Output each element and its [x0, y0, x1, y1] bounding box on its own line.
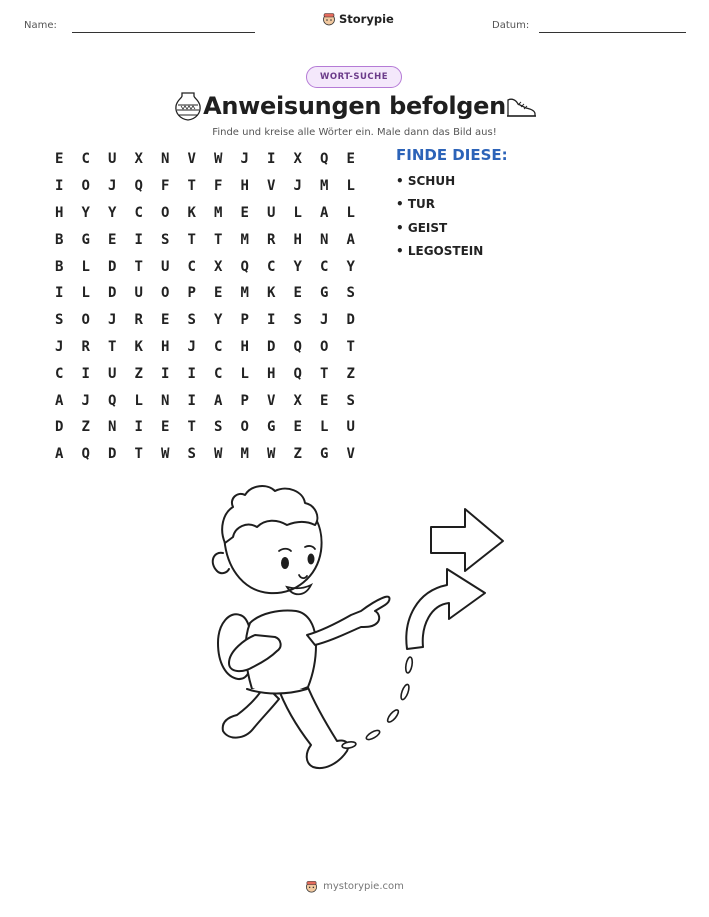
- grid-row: [46, 146, 364, 173]
- grid-letter[interactable]: D: [267, 338, 276, 355]
- grid-letter[interactable]: Z: [346, 365, 355, 382]
- grid-letter[interactable]: E: [293, 285, 302, 302]
- grid-letter[interactable]: D: [55, 419, 64, 436]
- grid-letter[interactable]: C: [320, 258, 329, 275]
- grid-row: [46, 173, 364, 200]
- grid-letter[interactable]: Q: [293, 365, 302, 382]
- grid-letter[interactable]: V: [267, 178, 276, 195]
- grid-letter[interactable]: Y: [214, 312, 223, 329]
- grid-letter[interactable]: N: [320, 231, 329, 248]
- grid-letter[interactable]: H: [267, 365, 276, 382]
- grid-letter[interactable]: O: [161, 285, 170, 302]
- grid-letter[interactable]: E: [161, 312, 170, 329]
- grid-letter[interactable]: T: [108, 338, 117, 355]
- grid-letter[interactable]: J: [240, 151, 249, 168]
- grid-letter[interactable]: W: [267, 446, 276, 463]
- grid-row: [46, 200, 364, 227]
- grid-letter[interactable]: E: [108, 231, 117, 248]
- grid-letter[interactable]: I: [187, 365, 196, 382]
- grid-letter[interactable]: E: [161, 419, 170, 436]
- date-line[interactable]: [539, 32, 686, 33]
- grid-letter[interactable]: D: [108, 285, 117, 302]
- grid-letter[interactable]: Z: [293, 446, 302, 463]
- grid-letter[interactable]: M: [240, 446, 249, 463]
- grid-letter[interactable]: B: [55, 258, 64, 275]
- grid-letter[interactable]: D: [346, 312, 355, 329]
- grid-letter[interactable]: N: [108, 419, 117, 436]
- grid-letter[interactable]: S: [187, 312, 196, 329]
- grid-letter[interactable]: V: [267, 392, 276, 409]
- grid-letter[interactable]: U: [346, 419, 355, 436]
- grid-letter[interactable]: W: [161, 446, 170, 463]
- grid-letter[interactable]: Q: [134, 178, 143, 195]
- grid-letter[interactable]: S: [214, 419, 223, 436]
- storypie-mascot-icon: [305, 880, 318, 893]
- grid-row: [46, 334, 364, 361]
- grid-letter[interactable]: O: [320, 338, 329, 355]
- grid-letter[interactable]: R: [81, 338, 90, 355]
- grid-letter[interactable]: H: [293, 231, 302, 248]
- find-these-heading: FINDE DIESE:: [396, 146, 508, 164]
- grid-letter[interactable]: T: [187, 419, 196, 436]
- grid-letter[interactable]: Q: [108, 392, 117, 409]
- grid-letter[interactable]: N: [161, 151, 170, 168]
- grid-letter[interactable]: T: [134, 446, 143, 463]
- grid-letter[interactable]: L: [240, 365, 249, 382]
- grid-letter[interactable]: X: [214, 258, 223, 275]
- grid-letter[interactable]: E: [346, 151, 355, 168]
- date-label: Datum:: [492, 20, 530, 31]
- grid-letter[interactable]: T: [134, 258, 143, 275]
- storypie-mascot-icon: [322, 12, 336, 26]
- grid-letter[interactable]: L: [346, 204, 355, 221]
- grid-letter[interactable]: H: [161, 338, 170, 355]
- grid-letter[interactable]: R: [134, 312, 143, 329]
- grid-letter[interactable]: L: [81, 285, 90, 302]
- grid-letter[interactable]: O: [81, 312, 90, 329]
- grid-letter[interactable]: I: [267, 312, 276, 329]
- instructions-text: Finde und kreise alle Wörter ein. Male dann das Bild aus!: [212, 127, 497, 138]
- grid-letter[interactable]: C: [134, 204, 143, 221]
- storypie-logo: [322, 12, 394, 26]
- word-search-grid[interactable]: [46, 146, 364, 468]
- grid-letter[interactable]: M: [240, 231, 249, 248]
- grid-letter[interactable]: G: [320, 285, 329, 302]
- grid-letter[interactable]: J: [108, 178, 117, 195]
- grid-letter[interactable]: I: [55, 178, 64, 195]
- grid-letter[interactable]: Q: [240, 258, 249, 275]
- grid-row: [46, 414, 364, 441]
- grid-letter[interactable]: H: [55, 204, 64, 221]
- grid-letter[interactable]: E: [214, 285, 223, 302]
- word-list-item: • LEGOSTEIN: [396, 243, 484, 258]
- grid-row: [46, 226, 364, 253]
- grid-letter[interactable]: J: [293, 178, 302, 195]
- grid-letter[interactable]: M: [320, 178, 329, 195]
- grid-letter[interactable]: A: [214, 392, 223, 409]
- grid-letter[interactable]: P: [240, 312, 249, 329]
- grid-letter[interactable]: K: [187, 204, 196, 221]
- grid-letter[interactable]: X: [134, 151, 143, 168]
- grid-row: [46, 253, 364, 280]
- grid-letter[interactable]: Y: [346, 258, 355, 275]
- grid-letter[interactable]: V: [187, 151, 196, 168]
- grid-letter[interactable]: O: [161, 204, 170, 221]
- grid-letter[interactable]: C: [55, 365, 64, 382]
- name-label: Name:: [24, 20, 57, 31]
- grid-letter[interactable]: D: [108, 258, 117, 275]
- grid-letter[interactable]: J: [320, 312, 329, 329]
- grid-letter[interactable]: I: [187, 392, 196, 409]
- grid-letter[interactable]: G: [267, 419, 276, 436]
- grid-letter[interactable]: L: [346, 178, 355, 195]
- grid-letter[interactable]: H: [240, 178, 249, 195]
- grid-letter[interactable]: P: [187, 285, 196, 302]
- grid-letter[interactable]: V: [346, 446, 355, 463]
- grid-letter[interactable]: Z: [134, 365, 143, 382]
- grid-letter[interactable]: F: [214, 178, 223, 195]
- grid-letter[interactable]: I: [267, 151, 276, 168]
- grid-letter[interactable]: X: [293, 151, 302, 168]
- grid-letter[interactable]: I: [161, 365, 170, 382]
- grid-letter[interactable]: A: [346, 231, 355, 248]
- grid-letter[interactable]: Z: [81, 419, 90, 436]
- grid-letter[interactable]: A: [320, 204, 329, 221]
- grid-letter[interactable]: W: [214, 151, 223, 168]
- grid-row: [46, 387, 364, 414]
- grid-letter[interactable]: O: [81, 178, 90, 195]
- grid-letter[interactable]: I: [134, 419, 143, 436]
- word-list-item: • SCHUH: [396, 174, 456, 188]
- grid-letter[interactable]: Y: [81, 204, 90, 221]
- grid-letter[interactable]: J: [187, 338, 196, 355]
- brand-name: Storypie: [339, 12, 394, 26]
- grid-letter[interactable]: T: [320, 365, 329, 382]
- grid-letter[interactable]: T: [187, 178, 196, 195]
- grid-letter[interactable]: Q: [81, 446, 90, 463]
- grid-letter[interactable]: L: [293, 204, 302, 221]
- grid-letter[interactable]: J: [108, 312, 117, 329]
- grid-letter[interactable]: U: [134, 285, 143, 302]
- grid-letter[interactable]: L: [81, 258, 90, 275]
- grid-letter[interactable]: D: [108, 446, 117, 463]
- grid-letter[interactable]: J: [81, 392, 90, 409]
- grid-row: [46, 280, 364, 307]
- grid-letter[interactable]: S: [346, 285, 355, 302]
- grid-letter[interactable]: N: [161, 392, 170, 409]
- grid-letter[interactable]: E: [55, 151, 64, 168]
- grid-letter[interactable]: S: [161, 231, 170, 248]
- grid-letter[interactable]: Y: [293, 258, 302, 275]
- grid-letter[interactable]: L: [320, 419, 329, 436]
- grid-letter[interactable]: E: [320, 392, 329, 409]
- grid-letter[interactable]: I: [55, 285, 64, 302]
- word-list-item: • TUR: [396, 197, 436, 212]
- grid-letter[interactable]: U: [267, 204, 276, 221]
- grid-letter[interactable]: E: [240, 204, 249, 221]
- grid-letter[interactable]: C: [81, 151, 90, 168]
- grid-letter[interactable]: Q: [320, 151, 329, 168]
- grid-letter[interactable]: T: [214, 231, 223, 248]
- grid-letter[interactable]: A: [55, 392, 64, 409]
- grid-letter[interactable]: K: [267, 285, 276, 302]
- grid-letter[interactable]: C: [187, 258, 196, 275]
- grid-letter[interactable]: A: [55, 446, 64, 463]
- grid-letter[interactable]: Q: [293, 338, 302, 355]
- name-line[interactable]: [72, 32, 255, 33]
- grid-letter[interactable]: S: [346, 392, 355, 409]
- grid-letter[interactable]: G: [320, 446, 329, 463]
- grid-letter[interactable]: I: [81, 365, 90, 382]
- grid-row: [46, 360, 364, 387]
- word-list-item: • GEIST: [396, 220, 448, 235]
- grid-letter[interactable]: I: [134, 231, 143, 248]
- grid-row: [46, 441, 364, 468]
- grid-letter[interactable]: T: [187, 231, 196, 248]
- grid-letter[interactable]: C: [214, 338, 223, 355]
- page-title: Anweisungen befolgen: [203, 92, 506, 120]
- grid-letter[interactable]: J: [55, 338, 64, 355]
- grid-letter[interactable]: C: [214, 365, 223, 382]
- grid-letter[interactable]: M: [214, 204, 223, 221]
- grid-letter[interactable]: U: [108, 151, 117, 168]
- grid-letter[interactable]: P: [240, 392, 249, 409]
- shoe-icon: [504, 92, 538, 120]
- grid-letter[interactable]: S: [55, 312, 64, 329]
- grid-letter[interactable]: C: [267, 258, 276, 275]
- worksheet-type-badge: WORT-SUCHE: [306, 66, 402, 88]
- grid-letter[interactable]: H: [240, 338, 249, 355]
- grid-letter[interactable]: T: [346, 338, 355, 355]
- grid-letter[interactable]: K: [134, 338, 143, 355]
- grid-letter[interactable]: R: [267, 231, 276, 248]
- grid-letter[interactable]: M: [240, 285, 249, 302]
- grid-letter[interactable]: X: [293, 392, 302, 409]
- grid-letter[interactable]: G: [81, 231, 90, 248]
- grid-letter[interactable]: S: [293, 312, 302, 329]
- boy-following-arrows-illustration: [195, 485, 515, 785]
- grid-letter[interactable]: F: [161, 178, 170, 195]
- grid-letter[interactable]: U: [161, 258, 170, 275]
- grid-letter[interactable]: U: [108, 365, 117, 382]
- grid-letter[interactable]: L: [134, 392, 143, 409]
- footer: [0, 880, 709, 893]
- footer-url[interactable]: mystorypie.com: [323, 881, 404, 892]
- grid-letter[interactable]: S: [187, 446, 196, 463]
- grid-letter[interactable]: Y: [108, 204, 117, 221]
- word-list: [396, 170, 483, 263]
- grid-letter[interactable]: E: [293, 419, 302, 436]
- grid-row: [46, 307, 364, 334]
- grid-letter[interactable]: B: [55, 231, 64, 248]
- grid-letter[interactable]: W: [214, 446, 223, 463]
- grid-letter[interactable]: O: [240, 419, 249, 436]
